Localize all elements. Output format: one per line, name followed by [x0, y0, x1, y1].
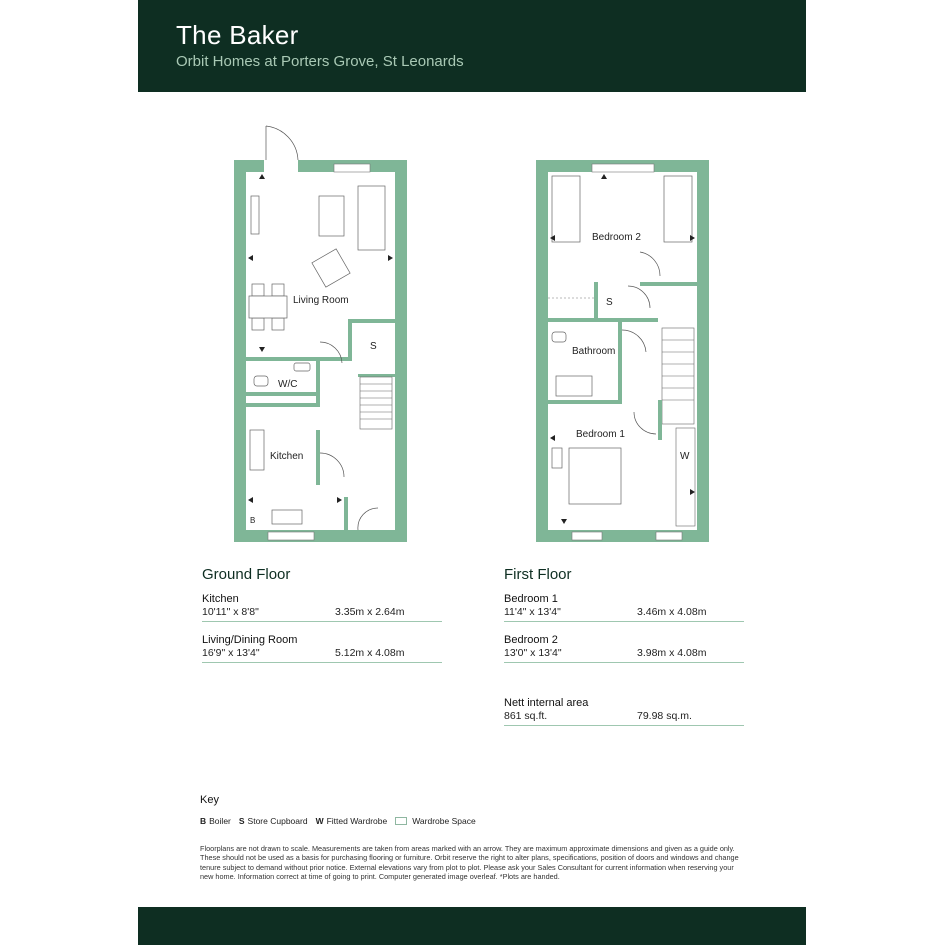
boiler-label: B [250, 516, 256, 525]
room-name: Kitchen [202, 593, 239, 605]
area-metric: 79.98 sq.m. [637, 710, 692, 722]
imperial-size: 11'4" x 13'4" [504, 606, 561, 618]
imperial-size: 10'11" x 8'8" [202, 606, 259, 618]
bedroom-1-label: Bedroom 1 [576, 429, 625, 440]
first-floor-heading: First Floor [504, 566, 572, 583]
key-items [200, 816, 484, 826]
store-cupboard-label: S [370, 341, 377, 352]
room-name: Living/Dining Room [202, 634, 298, 646]
living-room-label: Living Room [293, 295, 349, 306]
first-floor-store-label: S [606, 297, 613, 308]
bathroom-label: Bathroom [572, 346, 616, 357]
nett-internal-area [504, 697, 744, 726]
bedroom-2-dimensions [504, 634, 744, 663]
room-name: Bedroom 2 [504, 634, 558, 646]
ground-floor-plan [234, 112, 409, 544]
metric-size: 5.12m x 4.08m [335, 647, 405, 659]
page-subtitle: Orbit Homes at Porters Grove, St Leonards [176, 53, 464, 70]
ground-floor-heading: Ground Floor [202, 566, 291, 583]
metric-size: 3.98m x 4.08m [637, 647, 707, 659]
kitchen-dimensions [202, 593, 442, 622]
ground-floor-specs [202, 566, 442, 675]
plan-key [200, 794, 476, 826]
wc-label: W/C [278, 379, 298, 390]
living-dining-dimensions [202, 634, 442, 663]
room-name: Bedroom 1 [504, 593, 558, 605]
metric-size: 3.46m x 4.08m [637, 606, 707, 618]
wardrobe-label: W [680, 451, 690, 462]
key-item-wardrobe-space: Wardrobe Space [395, 816, 475, 826]
first-floor-plan [536, 112, 711, 544]
page-title: The Baker [176, 20, 299, 50]
key-title: Key [200, 794, 219, 806]
bedroom-2-label: Bedroom 2 [592, 232, 641, 243]
header-banner [138, 0, 806, 92]
first-floor-specs [504, 566, 744, 738]
key-item-store: S Store Cupboard [238, 816, 308, 826]
imperial-size: 16'9" x 13'4" [202, 647, 260, 659]
bedroom-1-dimensions [504, 593, 744, 622]
key-item-wardrobe: W Fitted Wardrobe [315, 816, 388, 826]
floorplan-sheet [138, 0, 806, 945]
metric-size: 3.35m x 2.64m [335, 606, 405, 618]
key-item-boiler: B Boiler [200, 816, 231, 826]
wardrobe-space-swatch [395, 817, 407, 825]
area-imperial: 861 sq.ft. [504, 710, 548, 722]
disclaimer-text: Floorplans are not drawn to scale. Measurements are taken from areas marked with an arrow. They are maximum approximate dimensions and given as a guide only. These should not be used as a basis for purchasing flooring or furniture. Orbit reserve the right to alter plans, specifications, position of doors and windows and change tenure subject to demand without prior notice. External elevations vary from plot to plot. Please ask your Sales Consultant for current information when reserving your new home. Information correct at time of going to print. Computer generated image overleaf. *Plots are handed. [200, 844, 739, 881]
footer-banner [138, 907, 806, 945]
kitchen-label: Kitchen [270, 451, 304, 462]
area-name: Nett internal area [504, 697, 589, 709]
imperial-size: 13'0" x 13'4" [504, 647, 562, 659]
